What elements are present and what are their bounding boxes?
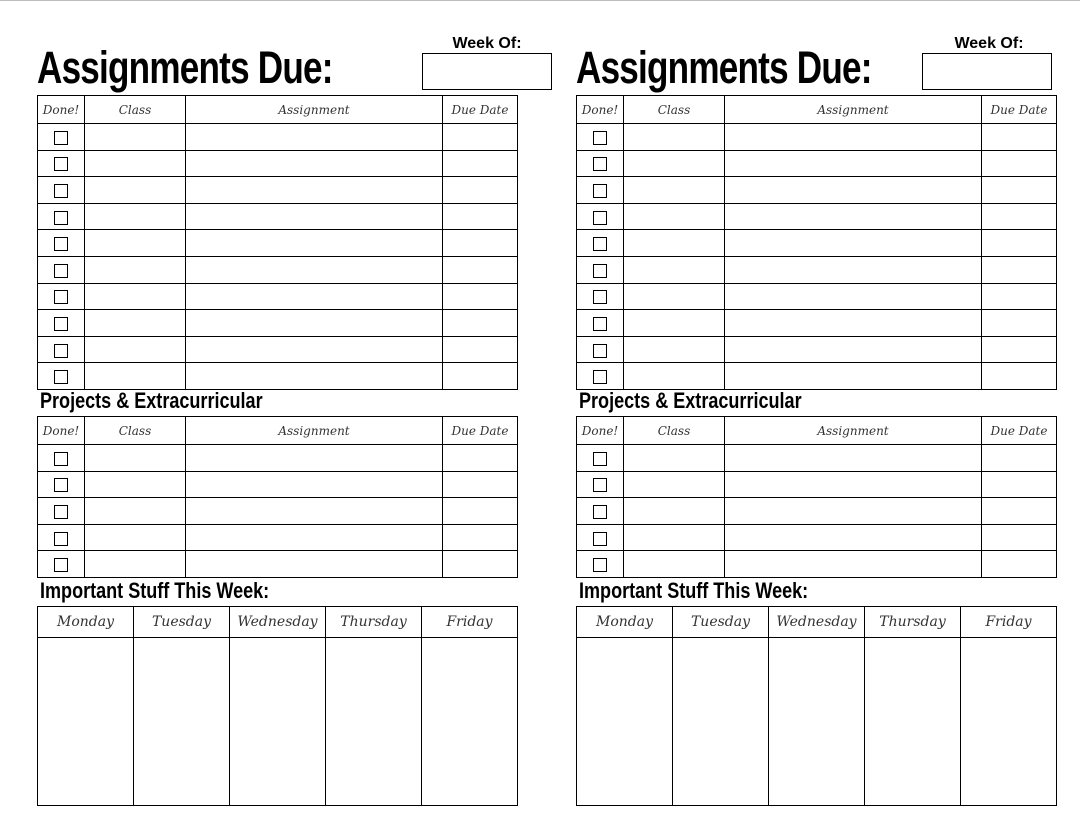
day-cell-friday[interactable] bbox=[961, 638, 1057, 806]
table-row bbox=[38, 256, 518, 283]
week-table bbox=[576, 606, 1057, 806]
table-row bbox=[38, 498, 518, 525]
due-date-cell[interactable] bbox=[443, 203, 518, 230]
table-row bbox=[577, 524, 1057, 551]
day-header-tuesday: Tuesday bbox=[673, 607, 769, 638]
table-row bbox=[577, 363, 1057, 390]
due-date-column-header: Due Date bbox=[982, 417, 1057, 445]
assignment-cell[interactable] bbox=[186, 203, 443, 230]
due-date-cell[interactable] bbox=[982, 203, 1057, 230]
done-cell bbox=[38, 336, 85, 363]
week-of-field[interactable] bbox=[922, 53, 1052, 90]
checkbox[interactable] bbox=[54, 370, 68, 384]
due-date-cell[interactable] bbox=[982, 177, 1057, 204]
checkbox[interactable] bbox=[593, 264, 607, 278]
week-of-label: Week Of: bbox=[954, 35, 1024, 52]
class-cell[interactable] bbox=[624, 551, 725, 578]
planner-right bbox=[576, 0, 1056, 835]
assignment-cell[interactable] bbox=[186, 310, 443, 337]
day-cell-monday[interactable] bbox=[577, 638, 673, 806]
class-cell[interactable] bbox=[85, 203, 186, 230]
assignment-column-header: Assignment bbox=[186, 417, 443, 445]
table-row bbox=[577, 471, 1057, 498]
checkbox[interactable] bbox=[54, 184, 68, 198]
checkbox[interactable] bbox=[54, 211, 68, 225]
done-cell bbox=[577, 124, 624, 151]
table-row bbox=[577, 336, 1057, 363]
day-cell-wednesday[interactable] bbox=[230, 638, 326, 806]
checkbox[interactable] bbox=[593, 211, 607, 225]
day-header-wednesday: Wednesday bbox=[230, 607, 326, 638]
week-body-row bbox=[577, 638, 1057, 806]
assignment-cell[interactable] bbox=[725, 203, 982, 230]
class-cell[interactable] bbox=[624, 336, 725, 363]
class-cell[interactable] bbox=[624, 177, 725, 204]
checkbox[interactable] bbox=[593, 131, 607, 145]
done-cell bbox=[38, 498, 85, 525]
checkbox[interactable] bbox=[593, 532, 607, 546]
table-row bbox=[577, 150, 1057, 177]
table-row bbox=[577, 256, 1057, 283]
class-cell[interactable] bbox=[624, 524, 725, 551]
day-cell-wednesday[interactable] bbox=[769, 638, 865, 806]
day-header-friday: Friday bbox=[961, 607, 1057, 638]
assignment-cell[interactable] bbox=[725, 150, 982, 177]
assignment-cell[interactable] bbox=[725, 551, 982, 578]
due-date-cell[interactable] bbox=[982, 445, 1057, 472]
week-header-row bbox=[577, 607, 1057, 638]
class-cell[interactable] bbox=[85, 124, 186, 151]
assignment-cell[interactable] bbox=[725, 336, 982, 363]
class-cell[interactable] bbox=[85, 310, 186, 337]
done-cell bbox=[577, 336, 624, 363]
class-column-header: Class bbox=[85, 417, 186, 445]
assignment-cell[interactable] bbox=[725, 498, 982, 525]
done-cell bbox=[38, 203, 85, 230]
checkbox[interactable] bbox=[593, 237, 607, 251]
assignment-cell[interactable] bbox=[186, 471, 443, 498]
due-date-cell[interactable] bbox=[443, 177, 518, 204]
class-cell[interactable] bbox=[624, 310, 725, 337]
table-row bbox=[38, 283, 518, 310]
table-row bbox=[577, 445, 1057, 472]
done-column-header: Done! bbox=[577, 417, 624, 445]
class-cell[interactable] bbox=[624, 471, 725, 498]
due-date-cell[interactable] bbox=[443, 551, 518, 578]
done-cell bbox=[577, 551, 624, 578]
day-header-monday: Monday bbox=[38, 607, 134, 638]
done-cell bbox=[38, 524, 85, 551]
table-row bbox=[577, 177, 1057, 204]
due-date-cell[interactable] bbox=[443, 336, 518, 363]
table-row bbox=[38, 551, 518, 578]
day-header-monday: Monday bbox=[577, 607, 673, 638]
class-cell[interactable] bbox=[85, 498, 186, 525]
done-cell bbox=[577, 310, 624, 337]
day-cell-monday[interactable] bbox=[38, 638, 134, 806]
table-row bbox=[577, 551, 1057, 578]
assignment-cell[interactable] bbox=[725, 124, 982, 151]
done-column-header: Done! bbox=[577, 96, 624, 124]
projects-table bbox=[576, 416, 1057, 578]
checkbox[interactable] bbox=[54, 344, 68, 358]
planner-left bbox=[37, 0, 522, 835]
due-date-cell[interactable] bbox=[982, 471, 1057, 498]
done-cell bbox=[38, 177, 85, 204]
table-row bbox=[38, 524, 518, 551]
class-cell[interactable] bbox=[85, 230, 186, 257]
checkbox[interactable] bbox=[54, 532, 68, 546]
table-row bbox=[38, 363, 518, 390]
week-header-row bbox=[38, 607, 518, 638]
assignment-cell[interactable] bbox=[186, 551, 443, 578]
done-cell bbox=[577, 177, 624, 204]
assignment-cell[interactable] bbox=[186, 230, 443, 257]
assignment-cell[interactable] bbox=[186, 524, 443, 551]
due-date-cell[interactable] bbox=[982, 256, 1057, 283]
done-cell bbox=[577, 203, 624, 230]
table-row bbox=[38, 230, 518, 257]
due-date-cell[interactable] bbox=[443, 524, 518, 551]
checkbox[interactable] bbox=[54, 478, 68, 492]
due-date-cell[interactable] bbox=[982, 124, 1057, 151]
done-cell bbox=[38, 445, 85, 472]
assignment-cell[interactable] bbox=[186, 150, 443, 177]
class-cell[interactable] bbox=[624, 283, 725, 310]
week-of-label: Week Of: bbox=[452, 35, 522, 52]
done-cell bbox=[38, 230, 85, 257]
checkbox[interactable] bbox=[593, 370, 607, 384]
assignment-cell[interactable] bbox=[186, 256, 443, 283]
due-date-cell[interactable] bbox=[982, 524, 1057, 551]
day-header-wednesday: Wednesday bbox=[769, 607, 865, 638]
due-date-column-header: Due Date bbox=[443, 417, 518, 445]
week-body-row bbox=[38, 638, 518, 806]
checkbox[interactable] bbox=[593, 344, 607, 358]
done-cell bbox=[38, 471, 85, 498]
class-cell[interactable] bbox=[85, 177, 186, 204]
assignment-cell[interactable] bbox=[186, 445, 443, 472]
due-date-cell[interactable] bbox=[982, 551, 1057, 578]
class-cell[interactable] bbox=[85, 283, 186, 310]
class-cell[interactable] bbox=[624, 363, 725, 390]
important-title: Important Stuff This Week: bbox=[40, 578, 270, 603]
assignment-cell[interactable] bbox=[725, 363, 982, 390]
page-title: Assignments Due: bbox=[576, 42, 872, 93]
done-cell bbox=[577, 445, 624, 472]
due-date-column-header: Due Date bbox=[443, 96, 518, 124]
checkbox[interactable] bbox=[593, 478, 607, 492]
due-date-cell[interactable] bbox=[982, 230, 1057, 257]
class-cell[interactable] bbox=[85, 471, 186, 498]
assignment-column-header: Assignment bbox=[725, 96, 982, 124]
day-header-tuesday: Tuesday bbox=[134, 607, 230, 638]
checkbox[interactable] bbox=[593, 505, 607, 519]
done-cell bbox=[577, 283, 624, 310]
checkbox[interactable] bbox=[593, 184, 607, 198]
checkbox[interactable] bbox=[593, 157, 607, 171]
done-cell bbox=[38, 150, 85, 177]
checkbox[interactable] bbox=[54, 264, 68, 278]
done-column-header: Done! bbox=[38, 96, 85, 124]
class-cell[interactable] bbox=[85, 445, 186, 472]
due-date-cell[interactable] bbox=[443, 256, 518, 283]
due-date-cell[interactable] bbox=[443, 230, 518, 257]
table-row bbox=[577, 203, 1057, 230]
checkbox[interactable] bbox=[593, 317, 607, 331]
class-column-header: Class bbox=[624, 417, 725, 445]
table-header-row bbox=[38, 96, 518, 124]
table-row bbox=[38, 310, 518, 337]
assignment-cell[interactable] bbox=[186, 336, 443, 363]
due-date-cell[interactable] bbox=[443, 471, 518, 498]
day-cell-tuesday[interactable] bbox=[134, 638, 230, 806]
assignment-cell[interactable] bbox=[725, 471, 982, 498]
checkbox[interactable] bbox=[54, 505, 68, 519]
assignment-cell[interactable] bbox=[186, 363, 443, 390]
due-date-cell[interactable] bbox=[443, 150, 518, 177]
due-date-cell[interactable] bbox=[982, 150, 1057, 177]
day-cell-thursday[interactable] bbox=[865, 638, 961, 806]
class-column-header: Class bbox=[85, 96, 186, 124]
done-cell bbox=[38, 124, 85, 151]
due-date-cell[interactable] bbox=[443, 310, 518, 337]
assignment-cell[interactable] bbox=[725, 283, 982, 310]
projects-title: Projects & Extracurricular bbox=[579, 388, 802, 413]
assignments-table bbox=[37, 95, 518, 390]
assignment-cell[interactable] bbox=[725, 310, 982, 337]
class-cell[interactable] bbox=[624, 150, 725, 177]
checkbox[interactable] bbox=[54, 452, 68, 466]
table-row bbox=[38, 336, 518, 363]
checkbox[interactable] bbox=[54, 237, 68, 251]
assignment-cell[interactable] bbox=[725, 524, 982, 551]
class-cell[interactable] bbox=[85, 150, 186, 177]
due-date-cell[interactable] bbox=[982, 363, 1057, 390]
class-cell[interactable] bbox=[85, 363, 186, 390]
table-header-row bbox=[577, 417, 1057, 445]
checkbox[interactable] bbox=[54, 131, 68, 145]
done-cell bbox=[38, 551, 85, 578]
table-row bbox=[577, 124, 1057, 151]
class-cell[interactable] bbox=[85, 524, 186, 551]
projects-title: Projects & Extracurricular bbox=[40, 388, 263, 413]
day-cell-friday[interactable] bbox=[422, 638, 518, 806]
table-header-row bbox=[577, 96, 1057, 124]
table-row bbox=[38, 177, 518, 204]
table-row bbox=[577, 498, 1057, 525]
done-cell bbox=[38, 310, 85, 337]
due-date-cell[interactable] bbox=[982, 283, 1057, 310]
done-cell bbox=[577, 471, 624, 498]
day-cell-thursday[interactable] bbox=[326, 638, 422, 806]
checkbox[interactable] bbox=[54, 558, 68, 572]
class-cell[interactable] bbox=[624, 256, 725, 283]
class-cell[interactable] bbox=[624, 124, 725, 151]
table-row bbox=[38, 124, 518, 151]
due-date-column-header: Due Date bbox=[982, 96, 1057, 124]
assignment-cell[interactable] bbox=[725, 177, 982, 204]
table-row bbox=[577, 283, 1057, 310]
table-header-row bbox=[38, 417, 518, 445]
due-date-cell[interactable] bbox=[443, 124, 518, 151]
checkbox[interactable] bbox=[54, 317, 68, 331]
day-header-friday: Friday bbox=[422, 607, 518, 638]
assignment-cell[interactable] bbox=[725, 445, 982, 472]
checkbox[interactable] bbox=[54, 290, 68, 304]
class-cell[interactable] bbox=[624, 230, 725, 257]
table-row bbox=[38, 203, 518, 230]
due-date-cell[interactable] bbox=[982, 498, 1057, 525]
done-cell bbox=[577, 524, 624, 551]
checkbox[interactable] bbox=[593, 290, 607, 304]
due-date-cell[interactable] bbox=[443, 498, 518, 525]
important-title: Important Stuff This Week: bbox=[579, 578, 809, 603]
due-date-cell[interactable] bbox=[982, 336, 1057, 363]
class-cell[interactable] bbox=[624, 445, 725, 472]
due-date-cell[interactable] bbox=[443, 445, 518, 472]
table-row bbox=[38, 471, 518, 498]
day-header-thursday: Thursday bbox=[326, 607, 422, 638]
assignment-cell[interactable] bbox=[186, 498, 443, 525]
checkbox[interactable] bbox=[593, 452, 607, 466]
due-date-cell[interactable] bbox=[982, 310, 1057, 337]
done-cell bbox=[38, 256, 85, 283]
due-date-cell[interactable] bbox=[443, 283, 518, 310]
assignment-column-header: Assignment bbox=[186, 96, 443, 124]
class-column-header: Class bbox=[624, 96, 725, 124]
projects-table bbox=[37, 416, 518, 578]
class-cell[interactable] bbox=[85, 336, 186, 363]
class-cell[interactable] bbox=[624, 203, 725, 230]
assignment-column-header: Assignment bbox=[725, 417, 982, 445]
done-cell bbox=[577, 230, 624, 257]
done-cell bbox=[38, 363, 85, 390]
done-column-header: Done! bbox=[38, 417, 85, 445]
done-cell bbox=[577, 363, 624, 390]
done-cell bbox=[577, 150, 624, 177]
day-cell-tuesday[interactable] bbox=[673, 638, 769, 806]
done-cell bbox=[577, 498, 624, 525]
table-row bbox=[577, 230, 1057, 257]
checkbox[interactable] bbox=[593, 558, 607, 572]
class-cell[interactable] bbox=[85, 551, 186, 578]
class-cell[interactable] bbox=[85, 256, 186, 283]
assignment-cell[interactable] bbox=[186, 177, 443, 204]
assignment-cell[interactable] bbox=[725, 256, 982, 283]
day-header-thursday: Thursday bbox=[865, 607, 961, 638]
checkbox[interactable] bbox=[54, 157, 68, 171]
week-of-field[interactable] bbox=[422, 53, 552, 90]
assignment-cell[interactable] bbox=[725, 230, 982, 257]
class-cell[interactable] bbox=[624, 498, 725, 525]
page-title: Assignments Due: bbox=[37, 42, 333, 93]
assignment-cell[interactable] bbox=[186, 283, 443, 310]
table-row bbox=[38, 445, 518, 472]
assignment-cell[interactable] bbox=[186, 124, 443, 151]
done-cell bbox=[38, 283, 85, 310]
done-cell bbox=[577, 256, 624, 283]
table-row bbox=[38, 150, 518, 177]
due-date-cell[interactable] bbox=[443, 363, 518, 390]
assignments-table bbox=[576, 95, 1057, 390]
table-row bbox=[577, 310, 1057, 337]
week-table bbox=[37, 606, 518, 806]
